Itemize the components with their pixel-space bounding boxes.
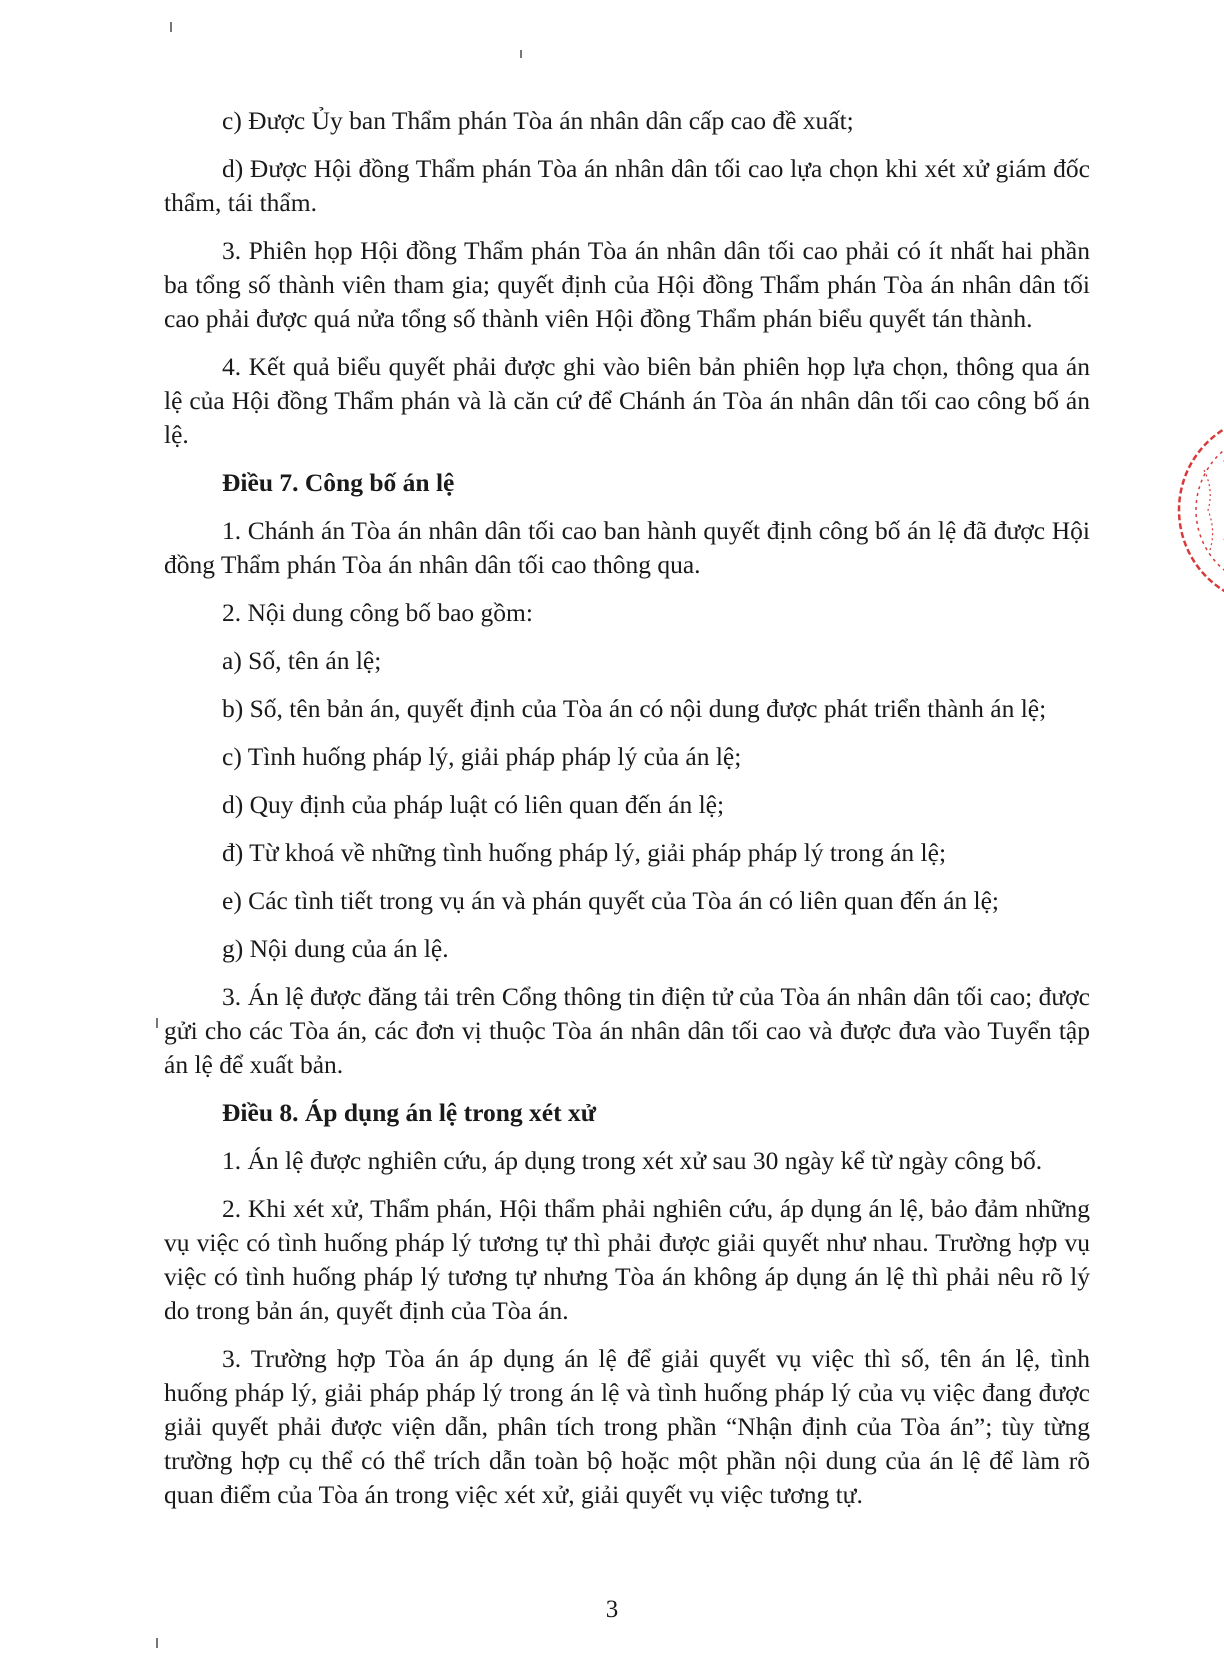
- article-8-item-3: 3. Trường hợp Tòa án áp dụng án lệ để giải quyết vụ việc thì số, tên án lệ, tình huống pháp lý, giải pháp pháp lý trong án lệ và tình huống pháp lý của vụ việc đang được giải quyết phải được viện dẫn, phân tích trong phần “Nhận định của Tòa án”; tùy từng trường hợp cụ thể có thể trích dẫn toàn bộ hoặc một phần nội dung của án lệ để làm rõ quan điểm của Tòa án trong việc xét xử, giải quyết vụ việc tương tự.: [164, 1344, 1090, 1509]
- seal-outer-ring: [1179, 415, 1224, 605]
- article-7-item-a: a) Số, tên án lệ;: [222, 646, 382, 675]
- article-7-item-c: c) Tình huống pháp lý, giải pháp pháp lý của án lệ;: [222, 742, 742, 771]
- scan-speck: [520, 50, 522, 58]
- seal-inner-ring: [1196, 432, 1224, 588]
- scan-speck: [170, 22, 172, 32]
- paragraph-4: 4. Kết quả biểu quyết phải được ghi vào biên bản phiên họp lựa chọn, thông qua án lệ của Hội đồng Thẩm phán và là căn cứ để Chánh án Tòa án nhân dân tối cao công bố án lệ.: [164, 352, 1090, 449]
- article-7-item-b: b) Số, tên bản án, quyết định của Tòa án có nội dung được phát triển thành án lệ;: [222, 694, 1047, 723]
- article-7-item-2: 2. Nội dung công bố bao gồm:: [222, 598, 533, 627]
- article-7-item-1: 1. Chánh án Tòa án nhân dân tối cao ban hành quyết định công bố án lệ đã được Hội đồng Thẩm phán Tòa án nhân dân tối cao thông qua.: [164, 516, 1090, 579]
- paragraph-d: d) Được Hội đồng Thẩm phán Tòa án nhân dân tối cao lựa chọn khi xét xử giám đốc thẩm, tái thẩm.: [164, 154, 1090, 217]
- red-seal-stamp: [1164, 410, 1224, 630]
- article-7-item-d: d) Quy định của pháp luật có liên quan đến án lệ;: [222, 790, 725, 819]
- article-8-heading: Điều 8. Áp dụng án lệ trong xét xử: [222, 1098, 596, 1127]
- article-7-heading: Điều 7. Công bố án lệ: [222, 468, 455, 497]
- article-7-item-g: g) Nội dung của án lệ.: [222, 934, 449, 963]
- paragraph-3: 3. Phiên họp Hội đồng Thẩm phán Tòa án nhân dân tối cao phải có ít nhất hai phần ba tổng số thành viên tham gia; quyết định của Hội đồng Thẩm phán Tòa án nhân dân tối cao phải được quá nửa tổng số thành viên Hội đồng Thẩm phán biểu quyết tán thành.: [164, 236, 1090, 333]
- article-7-item-dd: đ) Từ khoá về những tình huống pháp lý, giải pháp pháp lý trong án lệ;: [222, 838, 947, 867]
- scan-speck: [156, 1018, 158, 1028]
- article-8-item-2: 2. Khi xét xử, Thẩm phán, Hội thẩm phải nghiên cứu, áp dụng án lệ, bảo đảm những vụ việc có tình huống pháp lý tương tự thì phải được giải quyết như nhau. Trường hợp vụ việc có tình huống pháp lý tương tự nhưng Tòa án không áp dụng án lệ thì phải nêu rõ lý do trong bản án, quyết định của Tòa án.: [164, 1194, 1090, 1325]
- paragraph-c: c) Được Ủy ban Thẩm phán Tòa án nhân dân cấp cao đề xuất;: [222, 106, 854, 135]
- scan-speck: [156, 1638, 158, 1648]
- article-7-item-e: e) Các tình tiết trong vụ án và phán quyết của Tòa án có liên quan đến án lệ;: [222, 886, 1000, 915]
- article-7-item-3: 3. Án lệ được đăng tải trên Cổng thông tin điện tử của Tòa án nhân dân tối cao; được gửi cho các Tòa án, các đơn vị thuộc Tòa án nhân dân tối cao và được đưa vào Tuyển tập án lệ để xuất bản.: [164, 982, 1090, 1079]
- article-8-item-1: 1. Án lệ được nghiên cứu, áp dụng trong xét xử sau 30 ngày kể từ ngày công bố.: [222, 1146, 1043, 1175]
- document-body: [164, 104, 1090, 1526]
- seal-emblem-mark: [1204, 470, 1213, 550]
- page-number: 3: [605, 1596, 619, 1623]
